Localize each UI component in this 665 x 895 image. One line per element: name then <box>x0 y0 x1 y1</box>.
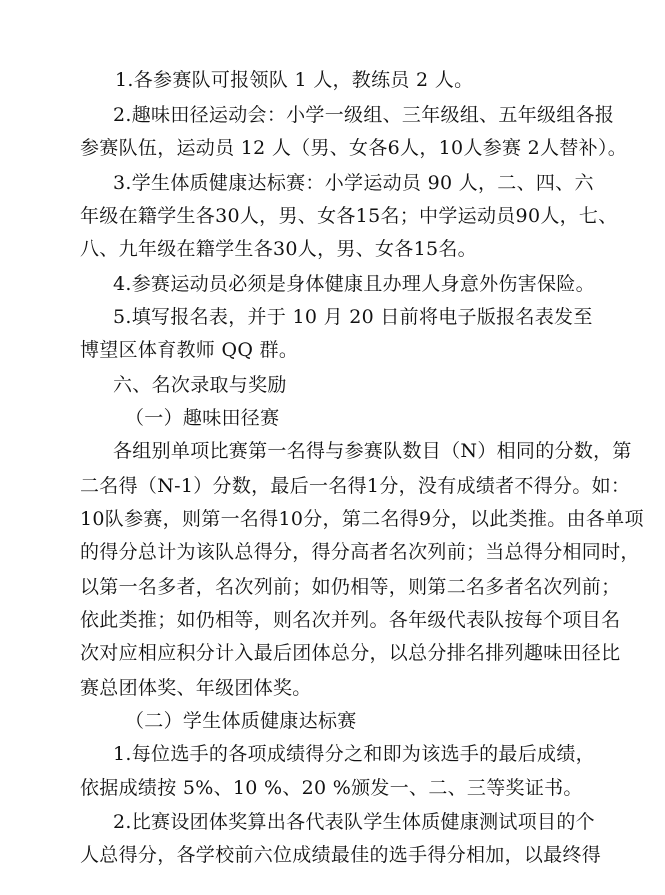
text-line: 以第一名多者，名次列前；如仍相等，则第二名多者名次列前； <box>80 576 621 598</box>
text-line: 赛总团体奖、年级团体奖。 <box>80 677 312 699</box>
subsection-heading: （一）趣味田径赛 <box>125 407 280 429</box>
text-line: 2.比赛设团体奖算出各代表队学生体质健康测试项目的个 <box>113 811 595 833</box>
text-line: 依据成绩按 5%、10 %、20 %颁发一、二、三等奖证书。 <box>80 777 583 799</box>
text-line: 年级在籍学生各30人，男、女各15名；中学运动员90人，七、 <box>80 205 618 227</box>
text-line: 的得分总计为该队总得分，得分高者名次列前；当总得分相同时， <box>80 541 640 563</box>
text-line: 5.填写报名表，并于 10 月 20 日前将电子版报名表发至 <box>113 306 593 328</box>
text-line: 博望区体育教师 QQ 群。 <box>80 339 299 361</box>
text-line: 10队参赛，则第一名得10分，第二名得9分，以此类推。由各单项 <box>80 508 644 530</box>
text-line: 1.各参赛队可报领队 1 人，教练员 2 人。 <box>115 69 474 91</box>
section-heading: 六、名次录取与奖励 <box>113 374 287 396</box>
text-line: 4.参赛运动员必须是身体健康且办理人身意外伤害保险。 <box>113 273 595 295</box>
text-line: 次对应相应积分计入最后团体总分，以总分排名排列趣味田径比 <box>80 642 621 664</box>
text-line: 八、九年级在籍学生各30人，男、女各15名。 <box>80 238 477 260</box>
text-line: 3.学生体质健康达标赛：小学运动员 90 人，二、四、六 <box>113 172 594 194</box>
text-line: 1.每位选手的各项成绩得分之和即为该选手的最后成绩， <box>113 743 595 765</box>
text-line: 参赛队伍，运动员 12 人（男、女各6人，10人参赛 2人替补）。 <box>80 137 628 159</box>
text-line: 各组别单项比赛第一名得与参赛队数目（N）相同的分数，第 <box>113 440 632 462</box>
text-line: 2.趣味田径运动会：小学一级组、三年级组、五年级组各报 <box>113 104 615 126</box>
subsection-heading: （二）学生体质健康达标赛 <box>125 710 357 732</box>
text-line: 人总得分，各学校前六位成绩最佳的选手得分相加，以最终得 <box>80 844 602 866</box>
text-line: 依此类推；如仍相等，则名次并列。各年级代表队按每个项目名 <box>80 609 621 631</box>
text-line: 二名得（N-1）分数，最后一名得1分，没有成绩者不得分。如： <box>80 475 631 497</box>
